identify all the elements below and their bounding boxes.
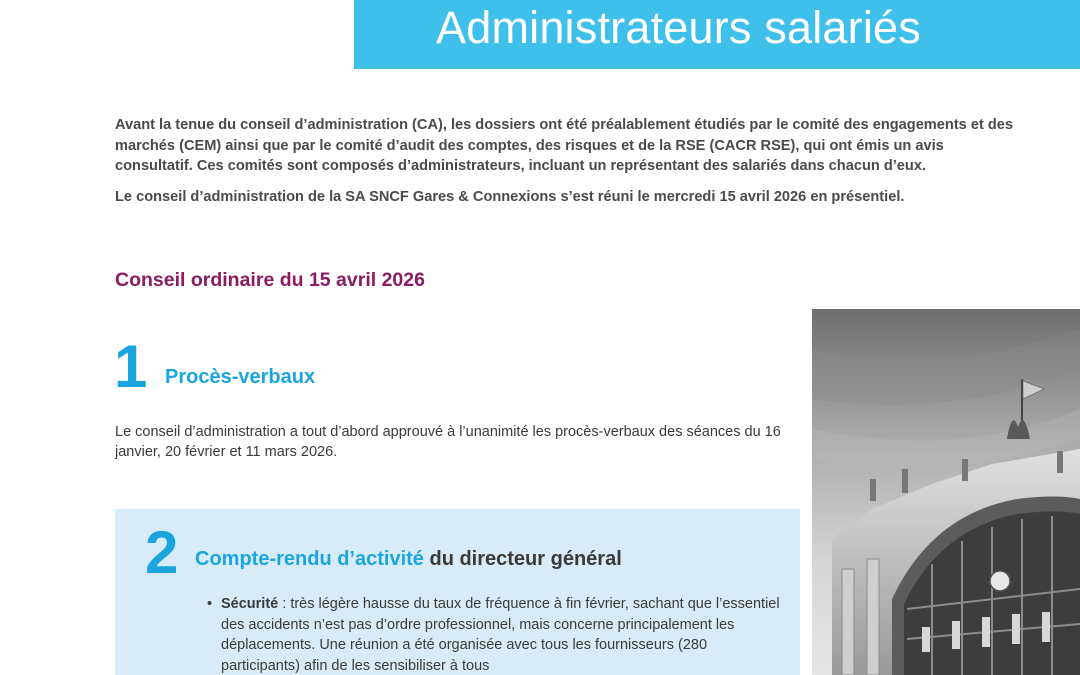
section-2-bullet-list (207, 594, 782, 675)
meeting-heading: Conseil ordinaire du 15 avril 2026 (115, 269, 425, 291)
intro-paragraph: Avant la tenue du conseil d’administration (CA), les dossiers ont été préalablement étudiés par le comité des engagements et des marchés (CEM) ainsi que par le comité d’audit des comptes, des risques et de la RSE (CACR RSE), qui ont émis un avis consultatif. Ces comités sont composés d’administrateurs, incluant un représentant des salariés dans chacun d’eux. (115, 117, 1014, 174)
page-title: Administrateurs salariés (436, 2, 921, 53)
section-2-title-rest: du directeur général (423, 548, 622, 570)
section-2-title (195, 548, 622, 571)
bullet-lead: Sécurité (221, 596, 279, 612)
title-banner (354, 0, 1080, 69)
section-1-body: Le conseil d’administration a tout d’abord approuvé à l’unanimité les procès-verbaux des séances du 16 janvier, 20 février et 11 mars 2026. (115, 424, 781, 460)
section-2-box (115, 509, 800, 675)
bullet-text: : très légère hausse du taux de fréquence à fin février, sachant que l’essentiel des accidents n’est pas d’ordre professionnel, mais concerne principalement les déplacements. Une réunion a été organisée avec tous les fournisseurs (280 participants) afin de les sensibiliser à tous (221, 596, 780, 674)
meeting-summary-paragraph: Le conseil d’administration de la SA SNCF Gares & Connexions s’est réuni le mercredi 15 avril 2026 en présentiel. (115, 188, 905, 205)
bullet-icon: • (207, 596, 213, 612)
section-1-title: Procès-verbaux (165, 366, 316, 388)
section-2-number: 2 (145, 519, 179, 586)
intro-section (115, 115, 1015, 217)
section-2-title-accent: Compte-rendu d’activité (195, 548, 424, 570)
list-item (207, 594, 782, 675)
section-1-number: 1 (114, 333, 148, 400)
station-facade-photo (812, 309, 1080, 675)
